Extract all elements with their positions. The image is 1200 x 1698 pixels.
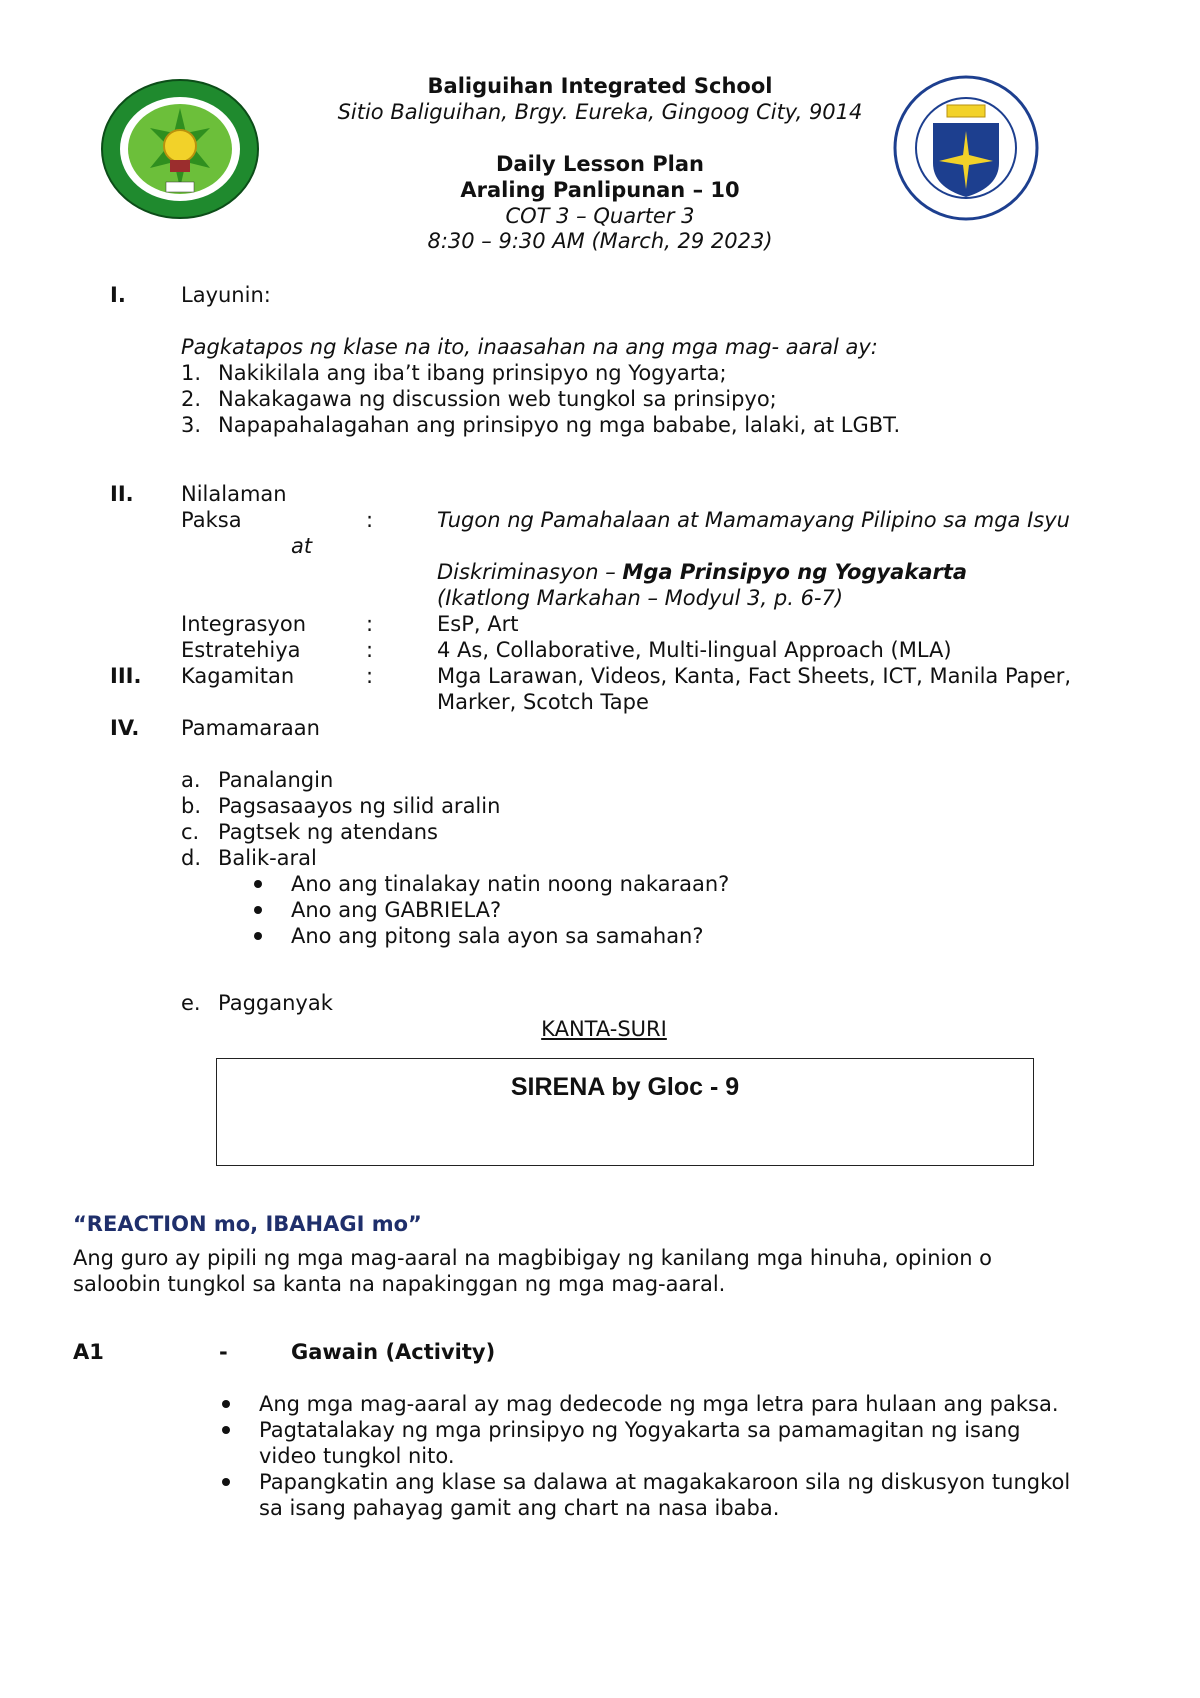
step-d-text: Balik-aral	[218, 846, 317, 870]
step-a-letter: a.	[181, 768, 201, 792]
step-e-letter: e.	[181, 991, 201, 1015]
bullet-icon	[222, 1400, 230, 1408]
kagamitan-value-line-1: Mga Larawan, Videos, Kanta, Fact Sheets, ICT, Manila Paper,	[437, 664, 1072, 688]
objectives-intro: Pagkatapos ng klase na ito, inaasahan na ang mga mag- aaral ay:	[181, 335, 878, 359]
bullet-icon	[254, 906, 262, 914]
step-b-text: Pagsasaayos ng silid aralin	[218, 794, 501, 818]
step-c-text: Pagtsek ng atendans	[218, 820, 438, 844]
estratehiya-value: 4 As, Collaborative, Multi-lingual Approach (MLA)	[437, 638, 952, 662]
school-name: Baliguihan Integrated School	[427, 74, 773, 98]
paksa-line-2-emphasis: Mga Prinsipyo ng Yogyakarta	[622, 560, 968, 584]
kagamitan-value-line-2: Marker, Scotch Tape	[437, 690, 649, 714]
objective-3-number: 3.	[181, 413, 202, 437]
objective-3-text: Napapahalagahan ang prinsipyo ng mga bababe, lalaki, at LGBT.	[218, 413, 901, 437]
bullet-icon	[254, 880, 262, 888]
step-d-letter: d.	[181, 846, 202, 870]
objective-1-text: Nakikilala ang iba’t ibang prinsipyo ng Yogyarta;	[218, 361, 727, 385]
a1-code: A1	[73, 1340, 104, 1364]
activity-2-line-1: Pagtatalakay ng mga prinsipyo ng Yogyakarta sa pamamagitan ng isang	[259, 1418, 1021, 1442]
review-question-2: Ano ang GABRIELA?	[291, 898, 502, 922]
objective-2-text: Nakakagawa ng discussion web tungkol sa prinsipyo;	[218, 387, 777, 411]
song-box	[216, 1058, 1034, 1166]
step-c-letter: c.	[181, 820, 200, 844]
section-3-numeral: III.	[110, 664, 142, 688]
deped-seal	[893, 75, 1039, 221]
school-address: Sitio Baliguihan, Brgy. Eureka, Gingoog City, 9014	[337, 100, 863, 124]
section-2-title: Nilalaman	[181, 482, 287, 506]
kagamitan-label: Kagamitan	[181, 664, 295, 688]
section-1-numeral: I.	[110, 283, 126, 307]
kanta-suri-heading: KANTA-SURI	[541, 1017, 667, 1041]
kagamitan-colon: :	[366, 664, 374, 688]
paksa-line-2-prefix: Diskriminasyon –	[437, 560, 623, 584]
estratehiya-colon: :	[366, 638, 374, 662]
bullet-icon	[254, 932, 262, 940]
a1-title: Gawain (Activity)	[291, 1340, 496, 1364]
paksa-label: Paksa	[181, 508, 242, 532]
paksa-line-2	[437, 560, 967, 584]
activity-3-line-2: sa isang pahayag gamit ang chart na nasa ibaba.	[259, 1496, 780, 1520]
reaction-heading: “REACTION mo, IBAHAGI mo”	[73, 1212, 422, 1236]
school-logo	[100, 78, 260, 220]
step-a-text: Panalangin	[218, 768, 334, 792]
a1-dash: -	[219, 1340, 228, 1364]
step-e-text: Pagganyak	[218, 991, 333, 1015]
integrasyon-colon: :	[366, 612, 374, 636]
review-question-1: Ano ang tinalakay natin noong nakaraan?	[291, 872, 730, 896]
reaction-text-line-2: saloobin tungkol sa kanta na napakinggan ng mga mag-aaral.	[73, 1272, 726, 1296]
bullet-icon	[222, 1478, 230, 1486]
paksa-line-1: Tugon ng Pamahalaan at Mamamayang Pilipino sa mga Isyu	[437, 508, 1070, 532]
cot-label: COT 3 – Quarter 3	[505, 204, 695, 228]
schedule-label: 8:30 – 9:30 AM (March, 29 2023)	[427, 229, 773, 253]
section-4-numeral: IV.	[110, 716, 140, 740]
integrasyon-label: Integrasyon	[181, 612, 307, 636]
paksa-line-3: (Ikatlong Markahan – Modyul 3, p. 6-7)	[437, 586, 844, 610]
objective-1-number: 1.	[181, 361, 202, 385]
section-1-title: Layunin:	[181, 283, 271, 307]
paksa-at: at	[291, 534, 313, 558]
objective-2-number: 2.	[181, 387, 202, 411]
activity-1-line-1: Ang mga mag-aaral ay mag dedecode ng mga letra para hulaan ang paksa.	[259, 1392, 1059, 1416]
section-4-title: Pamamaraan	[181, 716, 320, 740]
paksa-colon: :	[366, 508, 374, 532]
reaction-text-line-1: Ang guro ay pipili ng mga mag-aaral na magbibigay ng kanilang mga hinuha, opinion o	[73, 1246, 993, 1270]
activity-3-line-1: Papangkatin ang klase sa dalawa at magakakaroon sila ng diskusyon tungkol	[259, 1470, 1071, 1494]
section-2-numeral: II.	[110, 482, 134, 506]
review-question-3: Ano ang pitong sala ayon sa samahan?	[291, 924, 704, 948]
step-b-letter: b.	[181, 794, 202, 818]
bullet-icon	[222, 1426, 230, 1434]
activity-2-line-2: video tungkol nito.	[259, 1444, 455, 1468]
song-box-title: SIRENA by Gloc - 9	[510, 1073, 740, 1101]
estratehiya-label: Estratehiya	[181, 638, 301, 662]
integrasyon-value: EsP, Art	[437, 612, 519, 636]
document-title: Daily Lesson Plan	[495, 152, 705, 176]
subject-title: Araling Panlipunan – 10	[460, 178, 740, 202]
